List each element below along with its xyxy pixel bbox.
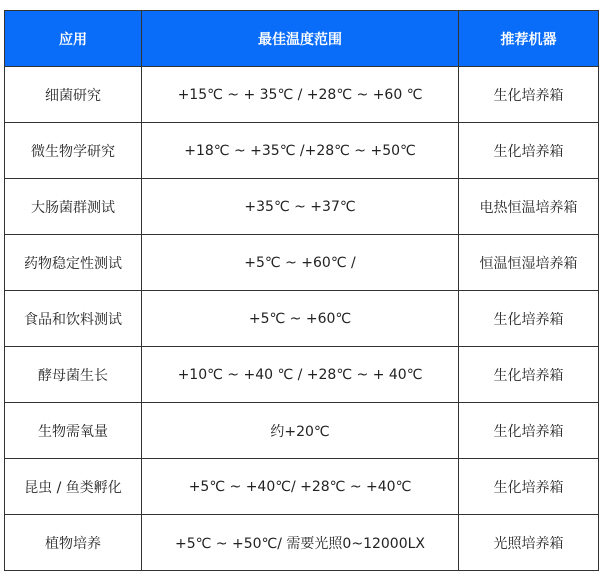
table-row [5,123,599,179]
cell-temperature-range: +18℃ ~ +35℃ /+28℃ ~ +50℃ [142,123,459,179]
cell-application: 细菌研究 [5,67,142,123]
cell-temperature-range: +5℃ ~ +60℃ / [142,235,459,291]
cell-recommended-machine: 生化培养箱 [459,459,599,515]
cell-recommended-machine: 电热恒温培养箱 [459,179,599,235]
cell-application: 酵母菌生长 [5,347,142,403]
incubator-application-table [4,10,599,571]
cell-temperature-range: +10℃ ~ +40 ℃ / +28℃ ~ + 40℃ [142,347,459,403]
cell-application: 生物需氧量 [5,403,142,459]
cell-recommended-machine: 生化培养箱 [459,403,599,459]
cell-recommended-machine: 生化培养箱 [459,291,599,347]
cell-application: 微生物学研究 [5,123,142,179]
cell-recommended-machine: 光照培养箱 [459,515,599,571]
cell-application: 大肠菌群测试 [5,179,142,235]
table-row [5,67,599,123]
cell-application: 昆虫 / 鱼类孵化 [5,459,142,515]
header-temperature-range: 最佳温度范围 [142,11,459,67]
cell-recommended-machine: 生化培养箱 [459,123,599,179]
cell-application: 食品和饮料测试 [5,291,142,347]
table-row [5,291,599,347]
cell-recommended-machine: 恒温恒湿培养箱 [459,235,599,291]
cell-temperature-range: +35℃ ~ +37℃ [142,179,459,235]
cell-temperature-range: +5℃ ~ +50℃/ 需要光照0~12000LX [142,515,459,571]
table-row [5,347,599,403]
cell-recommended-machine: 生化培养箱 [459,347,599,403]
table-header-row [5,11,599,67]
table-row [5,235,599,291]
cell-temperature-range: +5℃ ~ +40℃/ +28℃ ~ +40℃ [142,459,459,515]
cell-recommended-machine: 生化培养箱 [459,67,599,123]
cell-temperature-range: +15℃ ~ + 35℃ / +28℃ ~ +60 ℃ [142,67,459,123]
cell-application: 药物稳定性测试 [5,235,142,291]
table-row [5,515,599,571]
header-application: 应用 [5,11,142,67]
table-row [5,403,599,459]
header-recommended-machine: 推荐机器 [459,11,599,67]
table-row [5,459,599,515]
cell-application: 植物培养 [5,515,142,571]
cell-temperature-range: +5℃ ~ +60℃ [142,291,459,347]
table-row [5,179,599,235]
cell-temperature-range: 约+20℃ [142,403,459,459]
